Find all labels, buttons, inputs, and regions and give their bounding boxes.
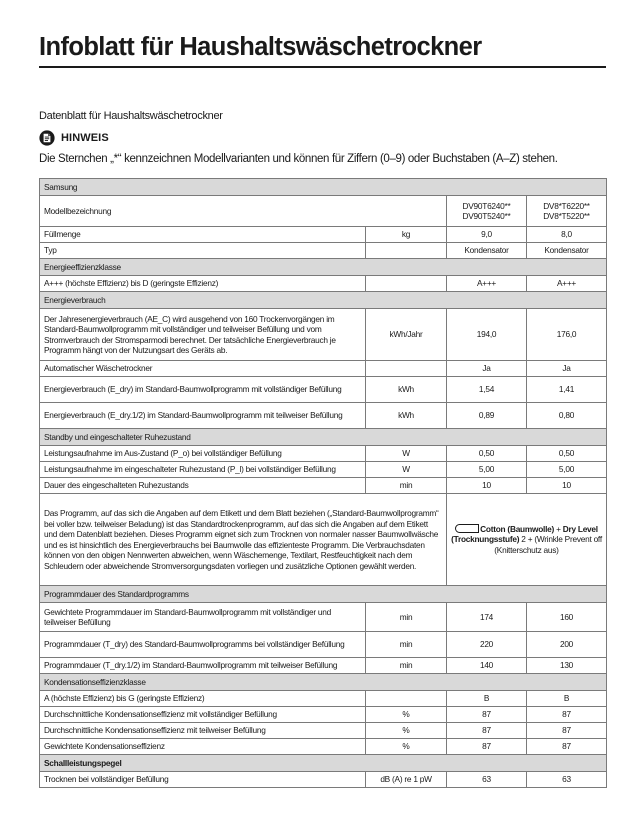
program-dry-level-de: (Trocknungsstufe) [451,534,520,545]
row-label: Programmdauer (T_dry.1/2) im Standard-Baumwollprogramm mit teilweiser Befüllung [40,658,366,674]
row-value-1: 63 [447,772,527,788]
table-row [40,658,607,674]
model-2-line2: DV8*T5220** [543,211,590,221]
row-value-2: 87 [527,739,607,755]
row-unit: min [366,478,447,494]
model-cell-2 [527,196,607,227]
section-row [40,292,607,309]
program-cotton: Cotton (Baumwolle) [480,523,555,534]
row-label: A (höchste Effizienz) bis G (geringste Effizienz) [40,691,366,707]
row-value-1: 87 [447,739,527,755]
row-label: Energieverbrauch (E_dry.1/2) im Standard-Baumwollprogramm mit teilweiser Befüllung [40,403,366,429]
row-unit: kWh [366,377,447,403]
row-value-2: 130 [527,658,607,674]
table-row [40,243,607,259]
row-label: Typ [40,243,366,259]
table-row [40,723,607,739]
row-value-1: 87 [447,707,527,723]
row-value-2: 5,00 [527,462,607,478]
row-label: Automatischer Wäschetrockner [40,361,366,377]
row-unit: kWh/Jahr [366,309,447,361]
row-value-2: Ja [527,361,607,377]
section-row [40,586,607,603]
row-value-2: 8,0 [527,227,607,243]
table-row [40,446,607,462]
section-noise: Schallleistungspegel [40,755,607,772]
page-title: Infoblatt für Haushaltswäschetrockner [39,33,482,61]
brand-cell: Samsung [40,179,607,196]
row-value-1: 5,00 [447,462,527,478]
table-row [40,403,607,429]
model-2-line1: DV8*T6220** [543,200,590,211]
row-value-1: 174 [447,603,527,632]
title-rule [39,66,606,68]
table-row [40,309,607,361]
row-unit: kWh [366,403,447,429]
row-unit: % [366,739,447,755]
note-icon [39,130,55,146]
row-value-1: 220 [447,632,527,658]
row-unit: min [366,603,447,632]
row-value-2: Kondensator [527,243,607,259]
row-value-2: 87 [527,707,607,723]
table-row [40,478,607,494]
section-row [40,755,607,772]
table-row-brand [40,179,607,196]
row-value-2: 176,0 [527,309,607,361]
section-row [40,674,607,691]
row-value-2: 0,80 [527,403,607,429]
row-unit: min [366,632,447,658]
datasheet-table [39,178,607,788]
note-label: HINWEIS [61,132,109,144]
model-cell-1 [447,196,527,227]
row-value-1: 87 [447,723,527,739]
table-row [40,276,607,292]
row-value-2: 0,50 [527,446,607,462]
row-unit: % [366,723,447,739]
row-value-1: 140 [447,658,527,674]
row-label: Leistungsaufnahme im Aus-Zustand (P_o) bei vollständiger Befüllung [40,446,366,462]
cycle-icon [455,524,479,533]
row-label: Durchschnittliche Kondensationseffizienz mit teilweiser Befüllung [40,723,366,739]
section-program-duration: Programmdauer des Standardprogramms [40,586,607,603]
row-label: Gewichtete Kondensationseffizienz [40,739,366,755]
table-row [40,632,607,658]
row-value-2: 160 [527,603,607,632]
row-unit [366,361,447,377]
row-value-2: 200 [527,632,607,658]
row-unit [366,243,447,259]
model-label: Modellbezeichnung [40,196,447,227]
row-value-1: 10 [447,478,527,494]
section-energy-consumption: Energieverbrauch [40,292,607,309]
row-unit: dB (A) re 1 pW [366,772,447,788]
row-label: Dauer des eingeschalteten Ruhezustands [40,478,366,494]
note-heading [39,130,109,146]
row-value-2: 10 [527,478,607,494]
row-label: Energieverbrauch (E_dry) im Standard-Baumwollprogramm mit vollständiger Befüllung [40,377,366,403]
row-label: Trocknen bei vollständiger Befüllung [40,772,366,788]
row-label: Gewichtete Programmdauer im Standard-Baumwollprogramm mit vollständiger und teilweiser Befüllung [40,603,366,632]
table-row [40,361,607,377]
table-row [40,462,607,478]
section-row [40,429,607,446]
table-row [40,772,607,788]
row-label: Programmdauer (T_dry) des Standard-Baumwollprogramms bei vollständiger Befüllung [40,632,366,658]
row-unit [366,276,447,292]
section-condensation: Kondensationseffizienzklasse [40,674,607,691]
program-cell [447,494,607,586]
row-value-1: 0,89 [447,403,527,429]
row-unit: % [366,707,447,723]
row-label: Füllmenge [40,227,366,243]
row-unit: kg [366,227,447,243]
section-standby: Standby und eingeschalteter Ruhezustand [40,429,607,446]
row-value-1: 9,0 [447,227,527,243]
row-value-1: Kondensator [447,243,527,259]
program-description: Das Programm, auf das sich die Angaben auf dem Etikett und dem Blatt beziehen („Standard-Baumwollprogramm“ bei voller bzw. teilweiser Beladung) ist das Standardtrockenprogramm, auf das sich die Angaben auf dem Etikett und dem Datenblatt beziehen. Dieses Programm eignet sich zum Trocknen von normaler nasser Baumwollwäsche und es ist hinsichtlich des Energieverbrauchs bei Baumwolle das effizienteste Programm. Die Verbrauchsdaten können von den obigen Nennwerten abweichen, wenn Wäschemenge, Textilart, Restfeuchtigkeit nach dem Schleudern oder abweichende Stromversorgungsdaten vorliegen und zusätzliche Optionen gewählt werden. [40,494,447,586]
table-row [40,227,607,243]
row-unit: min [366,658,447,674]
table-row [40,739,607,755]
program-wrinkle-de: (Knitterschutz aus) [494,544,559,555]
row-value-1: 1,54 [447,377,527,403]
model-1-line1: DV90T6240** [462,200,511,211]
row-value-2: A+++ [527,276,607,292]
model-1-line2: DV90T5240** [462,211,511,221]
row-value-1: B [447,691,527,707]
row-value-2: 87 [527,723,607,739]
row-value-2: 63 [527,772,607,788]
table-row [40,691,607,707]
row-value-2: 1,41 [527,377,607,403]
table-row-program [40,494,607,586]
section-energy-class: Energieeffizienzklasse [40,259,607,276]
row-value-2: B [527,691,607,707]
program-dry-level: Dry Level [562,523,598,534]
row-unit [366,691,447,707]
row-value-1: Ja [447,361,527,377]
row-value-1: 194,0 [447,309,527,361]
row-label: Leistungsaufnahme im eingeschalteter Ruhezustand (P_l) bei vollständiger Befüllung [40,462,366,478]
row-unit: W [366,462,447,478]
note-text: Die Sternchen „*“ kennzeichnen Modellvarianten und können für Ziffern (0–9) oder Buchstaben (A–Z) stehen. [39,153,558,165]
row-label: A+++ (höchste Effizienz) bis D (geringste Effizienz) [40,276,366,292]
program-wrinkle: 2 + (Wrinkle Prevent off [519,534,602,545]
subtitle: Datenblatt für Haushaltswäschetrockner [39,110,223,122]
row-value-1: 0,50 [447,446,527,462]
row-unit: W [366,446,447,462]
table-row [40,707,607,723]
table-row [40,377,607,403]
program-plus: + [554,523,563,534]
row-label: Der Jahresenergieverbrauch (AE_C) wird ausgehend von 160 Trockenvorgängen im Standard-Baumwollprogramm mit vollständiger und teilweiser Befüllung und vom Stromverbrauch der Stromsparmodi berechnet. Der tatsächliche Energieverbrauch je Programm hängt von der Nutzungsart des Geräts ab. [40,309,366,361]
section-row [40,259,607,276]
table-row [40,603,607,632]
table-row-model [40,196,607,227]
row-label: Durchschnittliche Kondensationseffizienz mit vollständiger Befüllung [40,707,366,723]
row-value-1: A+++ [447,276,527,292]
